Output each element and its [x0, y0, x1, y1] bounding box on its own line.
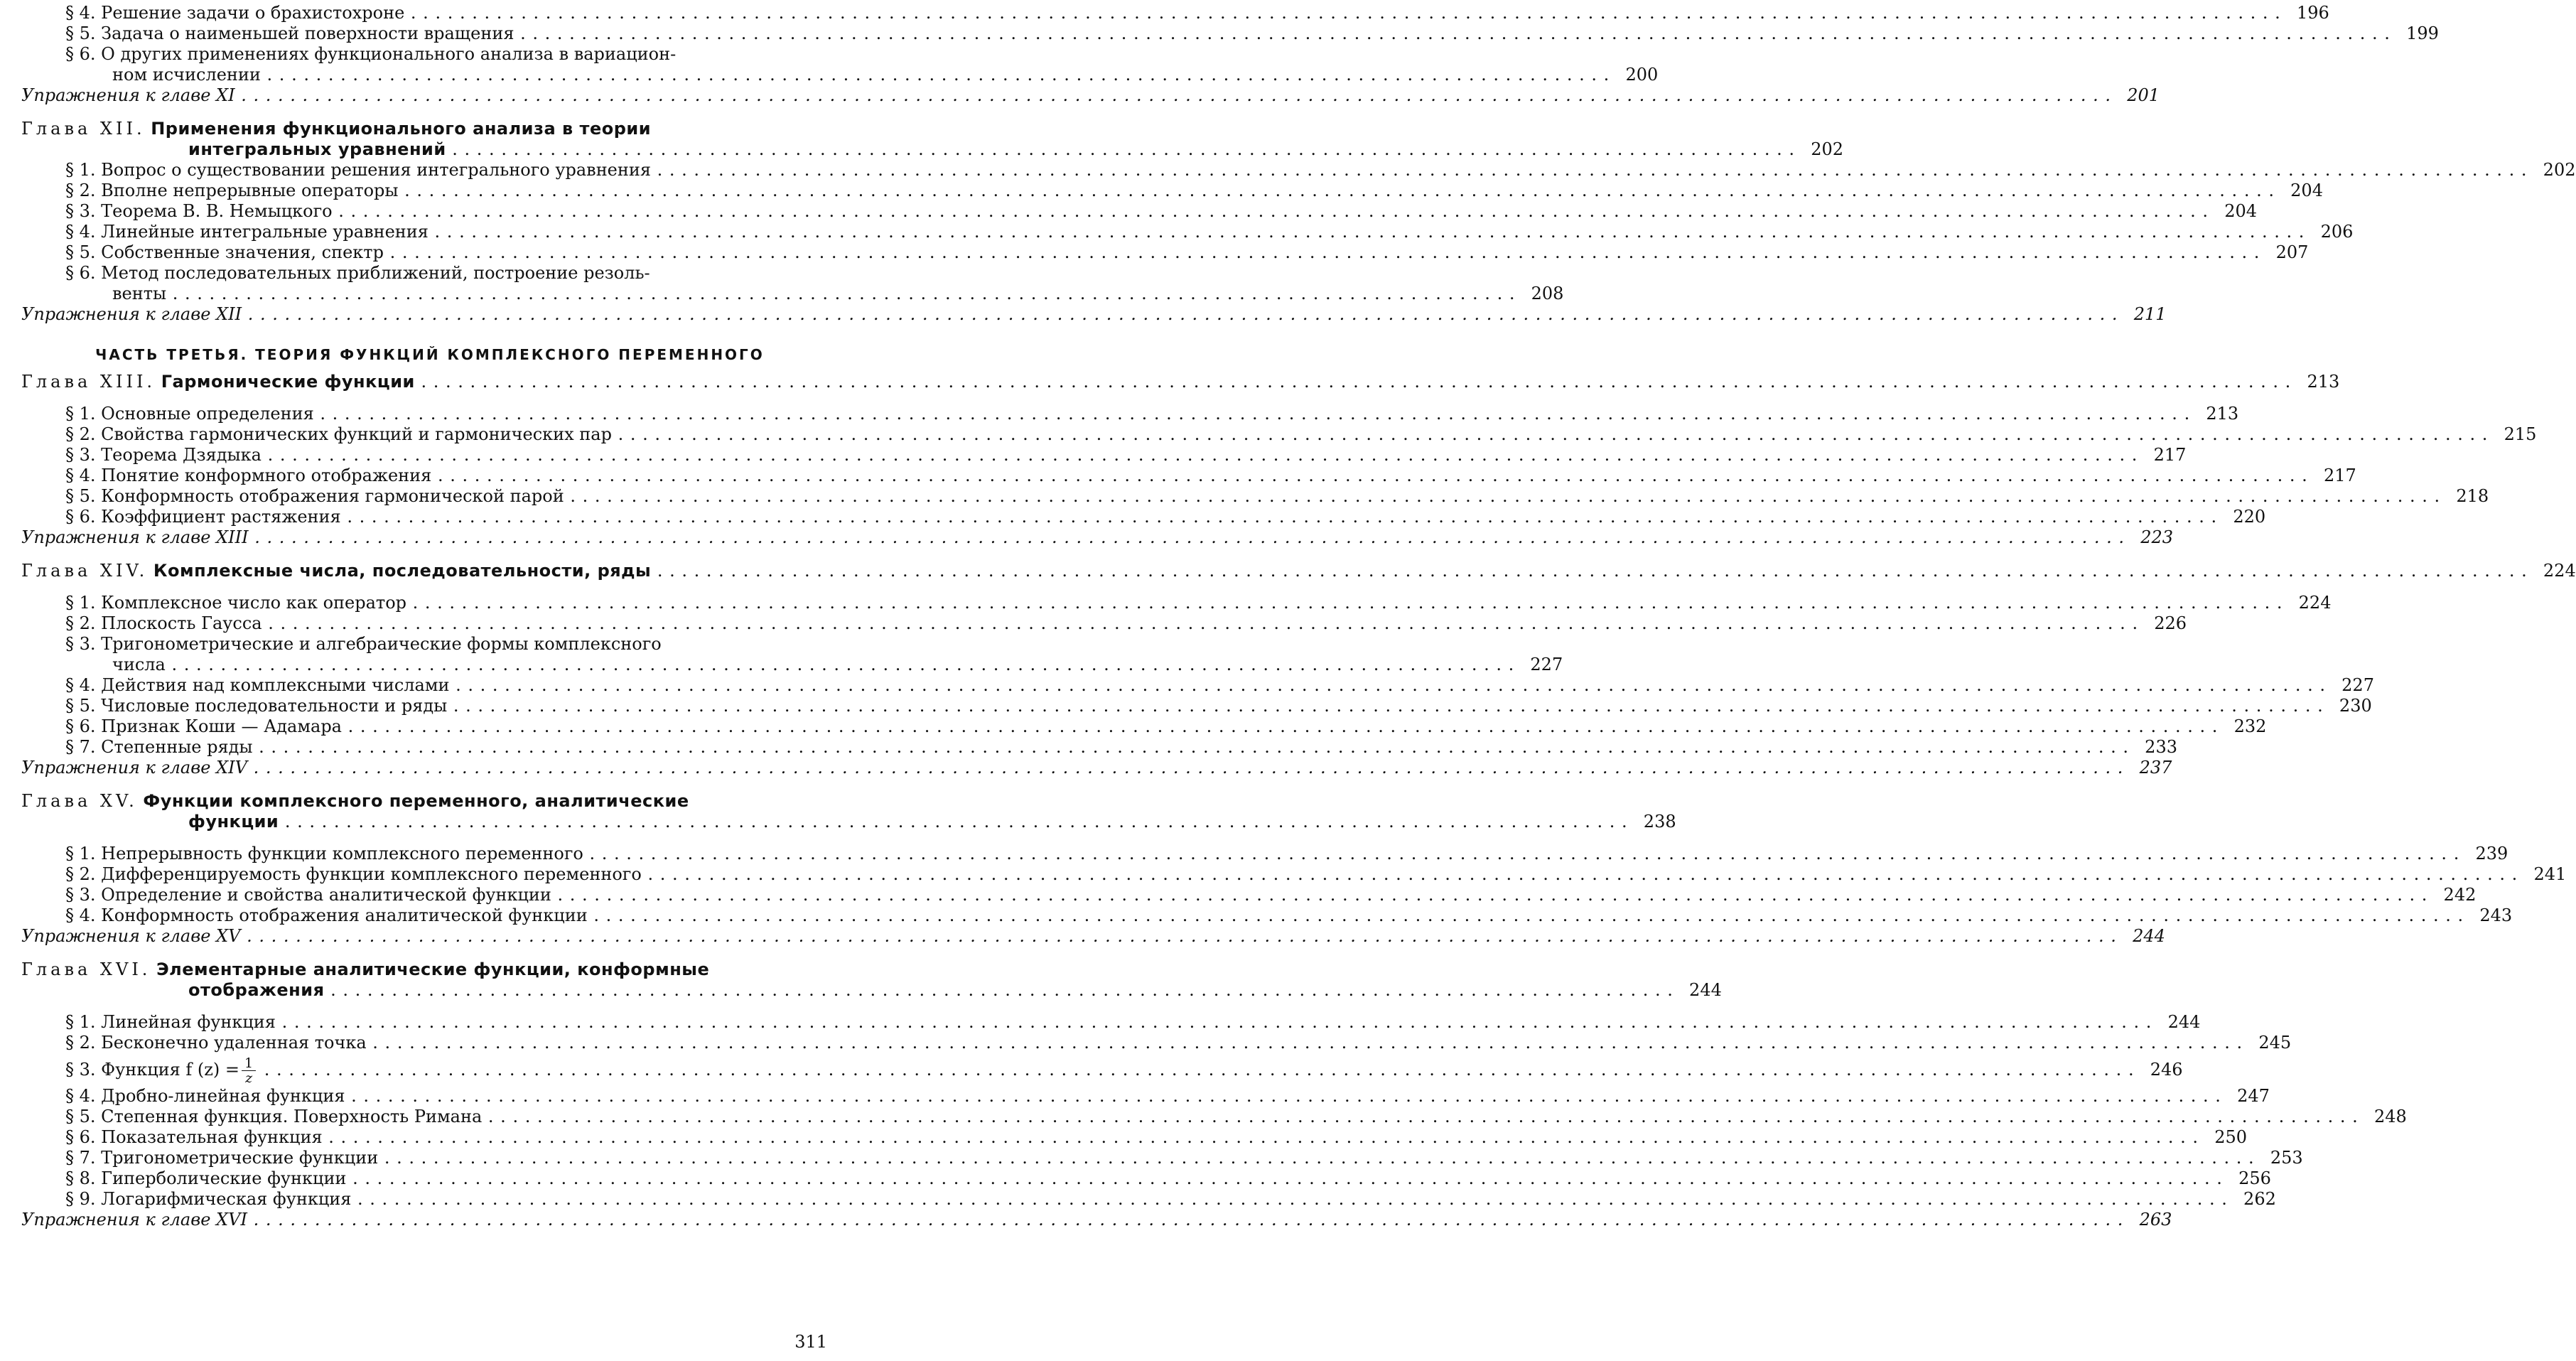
page-ref: 239: [2475, 844, 2508, 864]
toc-exercises: Упражнения к главе XIV . . . 237: [21, 758, 839, 778]
toc-entry: § 2. Дифференцируемость функции комплексного переменного . . . 241: [21, 864, 839, 885]
page-ref: 217: [2153, 445, 2187, 465]
toc-entry: § 1. Вопрос о существовании решения интегрального уравнения . . . 202: [21, 160, 839, 181]
toc-entry: § 4. Конформность отображения аналитической функции . . . 243: [21, 905, 839, 926]
page-number: 311: [794, 1332, 827, 1352]
toc-entry: § 4. Линейные интегральные уравнения . . . 206: [21, 222, 839, 242]
toc-entry: § 2. Свойства гармонических функций и гармонических пар . . . 215: [21, 424, 839, 445]
page-ref: 213: [2206, 404, 2239, 424]
toc-chapter: Глава XIII. Гармонические функции . . . 213: [21, 372, 839, 392]
toc-entry: § 2. Плоскость Гаусса . . . 226: [21, 613, 839, 634]
toc-entry: § 4. Действия над комплексными числами . . . 227: [21, 675, 839, 696]
toc-entry: § 1. Основные определения . . . 213: [21, 404, 839, 424]
toc-entry: § 6. Метод последовательных приближений, построение резоль- венты . . . 208: [21, 263, 839, 304]
page-ref: 215: [2504, 424, 2537, 444]
page-ref: 218: [2456, 486, 2489, 506]
toc-entry: § 5. Числовые последовательности и ряды . . . 230: [21, 696, 839, 716]
toc-entry: § 3. Теорема Дзядыка . . . 217: [21, 445, 839, 466]
page-ref: 244: [2133, 926, 2165, 946]
toc-entry: § 1. Непрерывность функции комплексного переменного . . . 239: [21, 844, 839, 864]
page-ref: 244: [2167, 1012, 2201, 1032]
toc-entry: § 4. Понятие конформного отображения . . . 217: [21, 466, 839, 486]
toc-entry: § 4. Решение задачи о брахистохроне . . . 196: [21, 3, 839, 23]
part-heading: ЧАСТЬ ТРЕТЬЯ. ТЕОРИЯ ФУНКЦИЙ КОМПЛЕКСНОГО ПЕРЕМЕННОГО: [95, 346, 765, 363]
toc-entry: § 7. Тригонометрические функции . . . 253: [21, 1148, 839, 1168]
page-ref: 232: [2233, 716, 2267, 736]
toc-entry: § 3. Тригонометрические и алгебраические формы комплексного числа . . . 227: [21, 634, 839, 675]
page-ref: 226: [2154, 613, 2187, 633]
toc-entry: § 5. Задача о наименьшей поверхности вращения . . . 199: [21, 23, 839, 44]
toc-entry: § 1. Комплексное число как оператор . . . 224: [21, 593, 839, 613]
page-ref: 247: [2237, 1086, 2270, 1106]
page-ref: 248: [2373, 1107, 2407, 1126]
toc-chapter: Глава XVI. Элементарные аналитические функции, конформные отображения . . . 244: [21, 959, 839, 1001]
toc-exercises: Упражнения к главе XI . . . 201: [21, 85, 839, 106]
page-ref: 233: [2145, 737, 2177, 757]
toc-chapter: Глава XII. Применения функционального анализа в теории интегральных уравнений . . . 202: [21, 119, 839, 160]
toc-entry: § 3. Определение и свойства аналитической функции . . . 242: [21, 885, 839, 905]
page-ref: 242: [2443, 885, 2477, 905]
toc-exercises: Упражнения к главе XVI . . . 263: [21, 1210, 839, 1230]
page-ref: 206: [2320, 222, 2354, 242]
page-ref: 217: [2323, 466, 2356, 485]
toc-entry: § 1. Линейная функция . . . 244: [21, 1012, 839, 1033]
page-ref: 204: [2224, 201, 2258, 221]
page-ref: 223: [2140, 527, 2174, 547]
page-ref: 244: [1689, 980, 1722, 1000]
page-ref: 237: [2139, 758, 2172, 778]
toc-exercises: Упражнения к главе XII . . . 211: [21, 304, 839, 325]
toc-exercises: Упражнения к главе XIII . . . 223: [21, 527, 839, 548]
toc-entry: § 5. Конформность отображения гармонической парой . . . 218: [21, 486, 839, 507]
page-ref: 241: [2533, 864, 2567, 884]
toc-entry: § 2. Вполне непрерывные операторы . . . 204: [21, 181, 839, 201]
toc-entry: § 8. Гиперболические функции . . . 256: [21, 1168, 839, 1189]
page-ref: 227: [1530, 655, 1563, 674]
page-ref: 211: [2133, 304, 2167, 324]
toc-entry: § 5. Степенная функция. Поверхность Римана . . . 248: [21, 1107, 839, 1127]
toc-entry: § 9. Логарифмическая функция . . . 262: [21, 1189, 839, 1210]
page-ref: 246: [2150, 1060, 2183, 1080]
page-ref: 201: [2127, 85, 2160, 105]
page-ref: 227: [2341, 675, 2374, 695]
page-ref: 238: [1643, 812, 1676, 832]
toc-entry: § 7. Степенные ряды . . . 233: [21, 737, 839, 758]
page-ref: 200: [1625, 65, 1659, 85]
page-ref: 245: [2258, 1033, 2292, 1053]
toc-entry: § 5. Собственные значения, спектр . . . 207: [21, 242, 839, 263]
table-of-contents: [21, 3, 2576, 1230]
page-ref: 224: [2543, 561, 2576, 581]
toc-entry: § 6. Показательная функция . . . 250: [21, 1127, 839, 1148]
page-ref: 230: [2339, 696, 2372, 716]
toc-chapter: Глава XIV. Комплексные числа, последовательности, ряды . . . 224: [21, 561, 839, 581]
toc-exercises: Упражнения к главе XV . . . 244: [21, 926, 839, 947]
toc-entry: § 2. Бесконечно удаленная точка . . . 245: [21, 1033, 839, 1053]
toc-chapter: Глава XV. Функции комплексного переменного, аналитические функции . . . 238: [21, 791, 839, 832]
page-ref: 202: [1811, 139, 1844, 159]
page-ref: 253: [2270, 1148, 2303, 1168]
toc-entry: § 6. Признак Коши — Адамара . . . 232: [21, 716, 839, 737]
toc-entry: § 4. Дробно-линейная функция . . . 247: [21, 1086, 839, 1107]
page-ref: 199: [2406, 23, 2439, 43]
page-ref: 220: [2233, 507, 2266, 527]
toc-entry: § 3. Теорема В. В. Немыцкого . . . 204: [21, 201, 839, 222]
fraction: $\frac{1}{z}$: [242, 1056, 256, 1085]
page-ref: 224: [2298, 593, 2332, 613]
page-ref: 207: [2275, 242, 2309, 262]
toc-entry: § 6. Коэффициент растяжения . . . 220: [21, 507, 839, 527]
page-ref: 196: [2296, 3, 2329, 23]
page-ref: 213: [2307, 372, 2340, 392]
page-ref: 256: [2238, 1168, 2271, 1188]
toc-entry: § 3. Функция f (z) = $\frac{1}{z}$ . . . 246: [21, 1053, 839, 1086]
page-ref: 243: [2479, 905, 2513, 925]
page-ref: 250: [2214, 1127, 2248, 1147]
page-ref: 202: [2543, 160, 2576, 180]
page-ref: 204: [2290, 181, 2323, 200]
page-ref: 208: [1531, 284, 1564, 303]
toc-entry: § 6. О других применениях функционального анализа в вариацион- ном исчислении . . . 200: [21, 44, 839, 85]
page-ref: 263: [2139, 1210, 2172, 1230]
page-ref: 262: [2243, 1189, 2276, 1209]
